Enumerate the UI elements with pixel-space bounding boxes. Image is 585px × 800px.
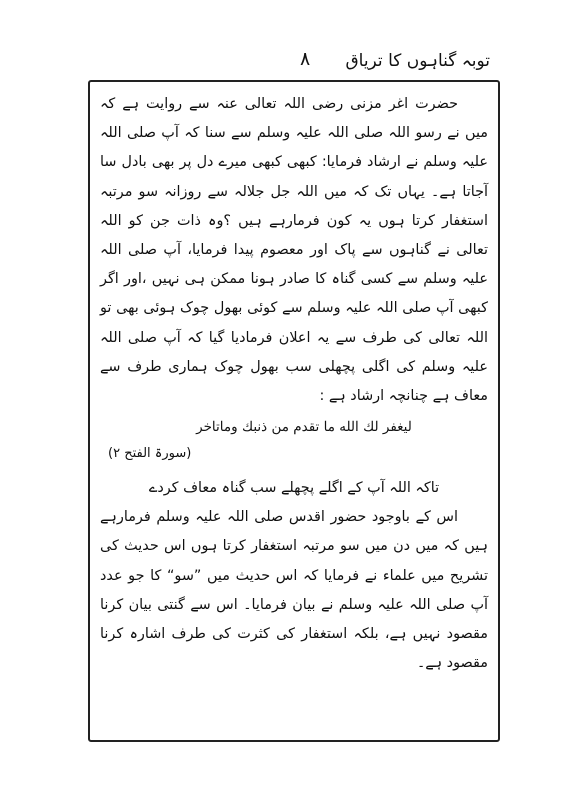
page-number: ۸ xyxy=(300,48,311,70)
verse-reference: (سورۃ الفتح ۲) xyxy=(108,446,192,462)
quran-verse: ليغفر لك الله ما تقدم من ذنبك وماتاخر xyxy=(196,419,412,436)
text-body xyxy=(100,90,488,732)
running-title: توبہ گناہوں کا تریاق xyxy=(345,51,490,71)
paragraph-explanation: اس کے باوجود حضور اقدس صلی اللہ علیہ وسلم فرمارہے ہیں کہ میں دن میں سو مرتبہ استغفار کرتا ہوں اس حدیث کی تشریح میں علماء نے فرمایا کہ اس حدیث میں ”سو“ کا جو عدد آپ صلی اللہ علیہ وسلم نے بیان فرمایا۔ اس سے گنتی بیان کرنا مقصود نہیں ہے، بلکہ استغفار کی کثرت کی طرف اشارہ کرنا مقصود ہے۔ xyxy=(100,509,488,672)
paragraph-hadith: حضرت اغر مزنی رضی اللہ تعالی عنہ سے روایت ہے کہ میں نے رسو اللہ صلی اللہ علیہ وسلم سے سنا کہ آپ صلی اللہ علیہ وسلم نے ارشاد فرمایا: کبھی کبھی میرے دل پر بھی بادل سا آجاتا ہے۔ یہاں تک کہ میں اللہ جل جلالہ سے روزانہ سو مرتبہ استغفار کرتا ہوں یہ کون فرمارہے ہیں ؟وہ ذات جن کو اللہ تعالی نے گناہوں سے پاک اور معصوم پیدا فرمایا، آپ صلی اللہ علیہ وسلم سے کسی گناہ کا صادر ہونا ممکن ہی نہیں ،اور اگر کبھی آپ صلی اللہ علیہ وسلم سے کوئی بھول چوک ہوئی بھی تو اللہ تعالی کی طرف سے یہ اعلان فرمادیا گیا کہ آپ صلی اللہ علیہ وسلم کی اگلی پچھلی سب بھول چوک ہماری طرف سے معاف ہے چنانچہ ارشاد ہے : xyxy=(100,96,488,405)
verse-translation: تاکہ اللہ آپ کے اگلے پچھلے سب گناہ معاف کردے xyxy=(148,480,440,497)
page-header xyxy=(90,48,500,78)
text-frame xyxy=(88,80,500,742)
